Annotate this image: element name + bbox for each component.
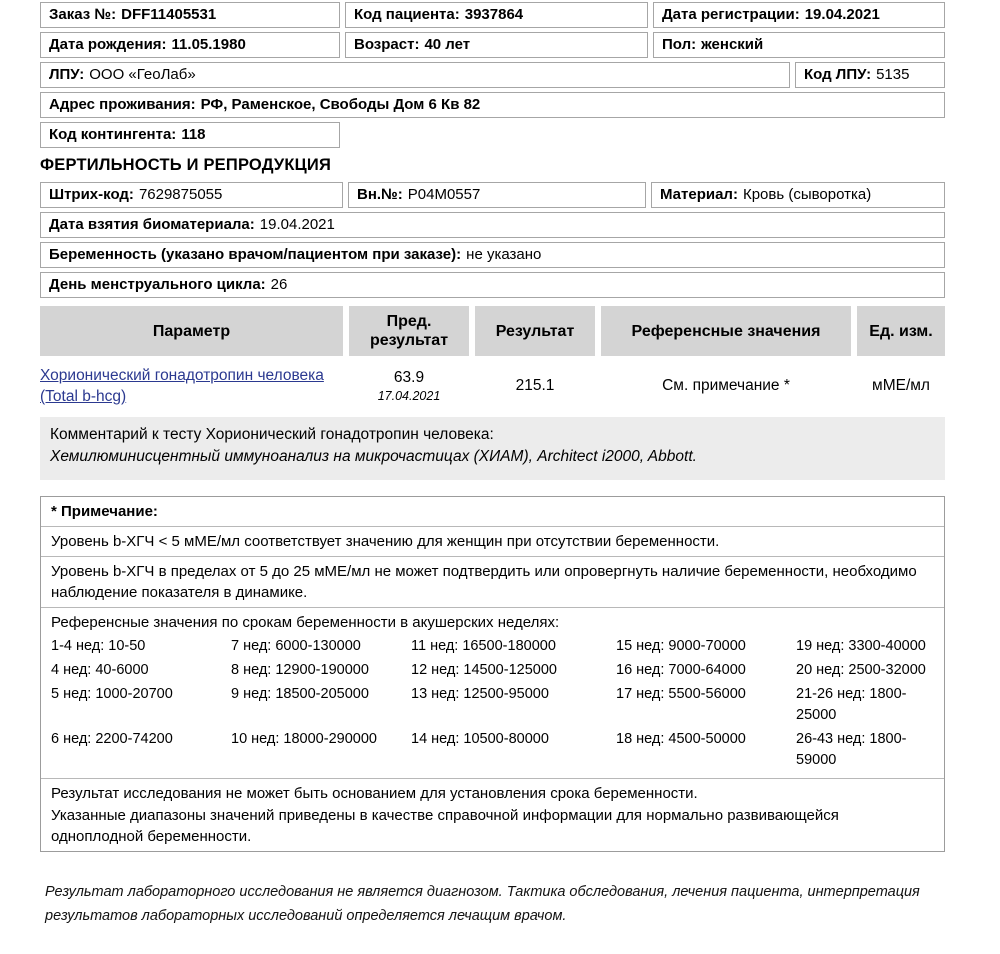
header-parameter: Параметр (40, 306, 343, 356)
sampling-date-value: 19.04.2021 (259, 216, 335, 233)
header-previous-result: Пред. результат (349, 306, 469, 356)
note-line-1: Уровень b-ХГЧ < 5 мМЕ/мл соответствует значению для женщин при отсутствии беременности. (41, 526, 944, 556)
patient-code-value: 3937864 (464, 6, 524, 23)
week-range: 20 нед: 2500-32000 (796, 662, 926, 678)
info-row-4 (40, 92, 945, 118)
week-range: 8 нед: 12900-190000 (231, 662, 369, 678)
note-line-3: Результат исследования не может быть основанием для установления срока беременности. (51, 785, 698, 802)
contingent-code-box (40, 122, 340, 148)
contingent-code-label: Код контингента: (49, 126, 177, 143)
info-row-2 (40, 32, 945, 58)
results-table-header (40, 306, 945, 356)
birth-date-label: Дата рождения: (49, 36, 167, 53)
test-comment-title: Комментарий к тесту Хорионический гонадотропин человека: (50, 426, 494, 443)
sex-box (653, 32, 945, 58)
note-line-2: Уровень b-ХГЧ в пределах от 5 до 25 мМЕ/мл не может подтвердить или опровергнуть наличие беременности, необходимо наблюдение показателя в динамике. (41, 556, 944, 607)
cycle-day-value: 26 (270, 276, 288, 293)
cycle-day-box (40, 272, 945, 298)
contingent-code-value: 118 (181, 126, 206, 143)
week-range: 7 нед: 6000-130000 (231, 638, 361, 654)
units-cell: мМЕ/мл (872, 377, 930, 394)
parameter-cell (40, 365, 343, 407)
week-range: 9 нед: 18500-205000 (231, 686, 369, 702)
internal-number-label: Вн.№: (357, 186, 403, 203)
week-range: 11 нед: 16500-180000 (411, 638, 556, 654)
barcode-box (40, 182, 343, 208)
week-range: 4 нед: 40-6000 (51, 662, 149, 678)
header-result: Результат (475, 306, 595, 356)
lpu-box (40, 62, 790, 88)
barcode-value: 7629875055 (138, 186, 223, 203)
info-row-1 (40, 2, 945, 28)
order-number-box (40, 2, 340, 28)
week-range: 26-43 нед: 1800-59000 (796, 731, 907, 768)
sampling-date-box (40, 212, 945, 238)
notes-title: * Примечание: (51, 503, 158, 520)
material-box (651, 182, 945, 208)
note-line-4: Указанные диапазоны значений приведены в качестве справочной информации для нормально развивающейся одноплодной беременности. (51, 807, 839, 845)
internal-number-box (348, 182, 646, 208)
age-value: 40 лет (424, 36, 471, 53)
test-comment-method: Хемилюминисцентный иммуноанализ на микрочастицах (ХИАМ), Architect i2000, Abbott. (50, 448, 697, 465)
notes-final-block (41, 778, 944, 851)
birth-date-value: 11.05.1980 (171, 36, 246, 53)
previous-result-date: 17.04.2021 (377, 389, 441, 403)
order-number-label: Заказ №: (49, 6, 117, 23)
week-range: 17 нед: 5500-56000 (616, 686, 746, 702)
cycle-day-label: День менструального цикла: (49, 276, 266, 293)
previous-result-cell (349, 365, 469, 407)
week-range: 16 нед: 7000-64000 (616, 662, 746, 678)
patient-code-box (345, 2, 648, 28)
registration-date-value: 19.04.2021 (804, 6, 880, 23)
pregnancy-label: Беременность (указано врачом/пациентом при заказе): (49, 246, 462, 263)
order-number-value: DFF11405531 (121, 6, 217, 23)
reference-cell: См. примечание * (662, 377, 790, 394)
specimen-row-4 (40, 272, 945, 298)
sex-value: женский (701, 36, 764, 53)
previous-result-value: 63.9 (393, 369, 425, 386)
specimen-row-3 (40, 242, 945, 268)
age-box (345, 32, 648, 58)
week-range: 13 нед: 12500-95000 (411, 686, 549, 702)
week-range: 18 нед: 4500-50000 (616, 731, 746, 747)
sampling-date-label: Дата взятия биоматериала: (49, 216, 255, 233)
registration-date-box (653, 2, 945, 28)
specimen-row-2 (40, 212, 945, 238)
header-units: Ед. изм. (857, 306, 945, 356)
week-range: 5 нед: 1000-20700 (51, 686, 173, 702)
address-box (40, 92, 945, 118)
week-range: 15 нед: 9000-70000 (616, 638, 746, 654)
result-row (40, 356, 945, 417)
material-value: Кровь (сыворотка) (742, 186, 872, 203)
week-range: 14 нед: 10500-80000 (411, 731, 549, 747)
address-value: РФ, Раменское, Свободы Дом 6 Кв 82 (200, 96, 481, 113)
lpu-value: ООО «ГеоЛаб» (89, 66, 196, 83)
test-name-link[interactable]: Хорионический гонадотропин человека (Total b-hcg) (40, 367, 324, 405)
result-cell: 215.1 (515, 377, 555, 394)
pregnancy-value: не указано (466, 246, 542, 263)
section-title: ФЕРТИЛЬНОСТЬ И РЕПРОДУКЦИЯ (40, 156, 332, 174)
reference-weeks-grid (51, 636, 934, 771)
pregnancy-box (40, 242, 945, 268)
reference-weeks-block (41, 607, 944, 778)
internal-number-value: P04M0557 (407, 186, 481, 203)
reference-weeks-title: Референсные значения по срокам беременности в акушерских неделях: (51, 614, 560, 631)
week-range: 1-4 нед: 10-50 (51, 638, 146, 654)
week-range: 6 нед: 2200-74200 (51, 731, 173, 747)
birth-date-box (40, 32, 340, 58)
age-label: Возраст: (354, 36, 420, 53)
sex-label: Пол: (662, 36, 697, 53)
week-range: 10 нед: 18000-290000 (231, 731, 377, 747)
lpu-code-label: Код ЛПУ: (804, 66, 872, 83)
address-label: Адрес проживания: (49, 96, 196, 113)
footer-disclaimer: Результат лабораторного исследования не является диагнозом. Тактика обследования, лечения пациента, интерпретация результатов лабораторных исследований определяется лечащим врачом. (45, 884, 920, 924)
specimen-row-1 (40, 182, 945, 208)
week-range: 19 нед: 3300-40000 (796, 638, 926, 654)
header-reference-values: Референсные значения (601, 306, 851, 356)
lpu-label: ЛПУ: (49, 66, 85, 83)
registration-date-label: Дата регистрации: (662, 6, 800, 23)
lpu-code-box (795, 62, 945, 88)
patient-code-label: Код пациента: (354, 6, 460, 23)
info-row-5 (40, 122, 945, 148)
info-row-3 (40, 62, 945, 88)
barcode-label: Штрих-код: (49, 186, 134, 203)
test-comment-block (40, 417, 945, 480)
lpu-code-value: 5135 (876, 66, 910, 83)
results-table (40, 306, 945, 480)
week-range: 21-26 нед: 1800-25000 (796, 686, 907, 723)
week-range: 12 нед: 14500-125000 (411, 662, 557, 678)
notes-box (40, 496, 945, 852)
material-label: Материал: (660, 186, 738, 203)
